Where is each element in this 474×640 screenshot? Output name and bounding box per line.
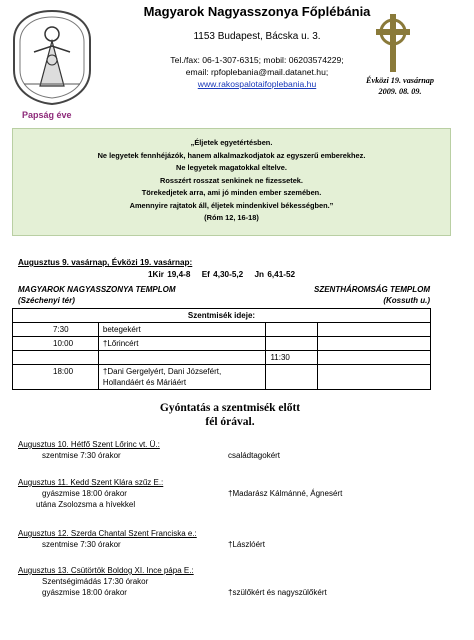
mass-intention: †Lőrincért xyxy=(98,337,266,351)
sunday-header: Augusztus 9. vasárnap, Évközi 19. vasárnap: xyxy=(18,258,193,267)
contact-phone: Tel./fax: 06-1-307-6315; mobil: 06203574229; xyxy=(170,55,344,65)
day-intention: †Madarász Kálmánné, Ágnesért xyxy=(228,489,343,498)
mass-intention-2 xyxy=(318,351,431,365)
mass-time-2 xyxy=(266,365,318,390)
table-row xyxy=(13,351,431,365)
sunday-name: Évközi 19. vasárnap xyxy=(365,76,434,85)
contact-email: email: rpfoplebania@mail.datanet.hu; xyxy=(185,67,329,77)
church-right-place: (Kossuth u.) xyxy=(383,296,430,305)
day-entry xyxy=(18,477,343,510)
mass-intention-2 xyxy=(318,323,431,337)
day-event: gyászmise 18:00 órakor xyxy=(42,489,127,498)
day-header: Augusztus 11. Kedd Szent Klára szűz E.: xyxy=(18,478,164,487)
day-event: Szentségimádás 17:30 órakor xyxy=(42,577,149,586)
mass-schedule-table xyxy=(12,308,431,390)
day-header: Augusztus 10. Hétfő Szent Lőrinc vt. Ü.: xyxy=(18,440,160,449)
mass-time xyxy=(13,351,99,365)
mass-intention: betegekért xyxy=(98,323,266,337)
readings xyxy=(148,270,303,279)
parish-logo xyxy=(10,8,94,106)
confession-line: Gyóntatás a szentmisék előtt xyxy=(159,402,301,414)
confession-note xyxy=(112,401,348,429)
mass-time-2 xyxy=(266,323,318,337)
quote-line: Rosszért rosszat senkinek ne fizessetek. xyxy=(160,175,303,185)
table-title: Szentmisék ideje: xyxy=(13,309,431,323)
mass-intention xyxy=(98,351,266,365)
mass-time: 18:00 xyxy=(13,365,99,390)
mass-intention-2 xyxy=(318,365,431,390)
day-event: utána Zsolozsma a hívekkel xyxy=(36,500,136,509)
mass-intention: †Dani Gergelyért, Dani Józsefért, Hollandáért és Máriáért xyxy=(98,365,266,390)
reading-first: 1Kir 19,4-8 xyxy=(148,270,191,279)
celtic-cross-icon xyxy=(373,12,413,74)
day-intention: †szülőkért és nagyszülőkért xyxy=(228,588,327,597)
day-event: szentmise 7:30 órakor xyxy=(42,540,121,549)
quote-line: „Éljetek egyetértésben. xyxy=(190,138,273,147)
day-entry xyxy=(18,439,281,461)
confession-line: fél órával. xyxy=(205,416,255,428)
table-row xyxy=(13,365,431,390)
quote-line: Ne legyetek fennhéjázók, hanem alkalmazkodjatok az egyszerű emberekhez. xyxy=(97,150,366,160)
day-header: Augusztus 12. Szerda Chantal Szent Franciska e.: xyxy=(18,529,197,538)
website-link[interactable]: www.rakospalotaifoplebania.hu xyxy=(197,79,317,89)
table-row xyxy=(13,337,431,351)
reading-second: Ef 4,30-5,2 xyxy=(201,270,244,279)
day-intention: †Lászlóért xyxy=(228,540,265,549)
mass-time: 10:00 xyxy=(13,337,99,351)
page-title: Magyarok Nagyasszonya Főplébánia xyxy=(143,4,371,19)
church-left-place: (Széchenyi tér) xyxy=(18,296,75,305)
church-left xyxy=(18,284,175,306)
mass-time-2: 11:30 xyxy=(266,351,318,365)
day-header: Augusztus 13. Csütörtök Boldog XI. Ince pápa E.: xyxy=(18,566,194,575)
priest-year-label: Papság éve xyxy=(22,110,72,120)
day-intention: családtagokért xyxy=(228,451,281,460)
day-event: szentmise 7:30 órakor xyxy=(42,451,121,460)
mass-time: 7:30 xyxy=(13,323,99,337)
day-entry xyxy=(18,565,327,598)
mass-intention-2 xyxy=(318,337,431,351)
quote-reference: (Róm 12, 16-18) xyxy=(204,213,259,222)
liturgical-date xyxy=(340,75,460,97)
day-entry xyxy=(18,528,265,550)
church-right xyxy=(290,284,430,306)
church-right-name: SZENTHÁROMSÁG TEMPLOM xyxy=(314,285,430,294)
mass-time-2 xyxy=(266,337,318,351)
reading-gospel: Jn 6,41-52 xyxy=(254,270,296,279)
quote-line: Törekedjetek arra, ami jó minden ember szemében. xyxy=(141,188,322,197)
table-row xyxy=(13,323,431,337)
church-left-name: MAGYAROK NAGYASSZONYA TEMPLOM xyxy=(18,285,176,294)
sunday-date: 2009. 08. 09. xyxy=(378,87,422,96)
quote-line: Amennyire rajtatok áll, éljetek mindenkivel békességben.” xyxy=(129,200,334,210)
day-event: gyászmise 18:00 órakor xyxy=(42,588,127,597)
parish-address: 1153 Budapest, Bácska u. 3. xyxy=(193,31,321,42)
scripture-quote-box xyxy=(12,128,451,236)
quote-line: Ne legyetek magatokkal eltelve. xyxy=(176,163,287,172)
